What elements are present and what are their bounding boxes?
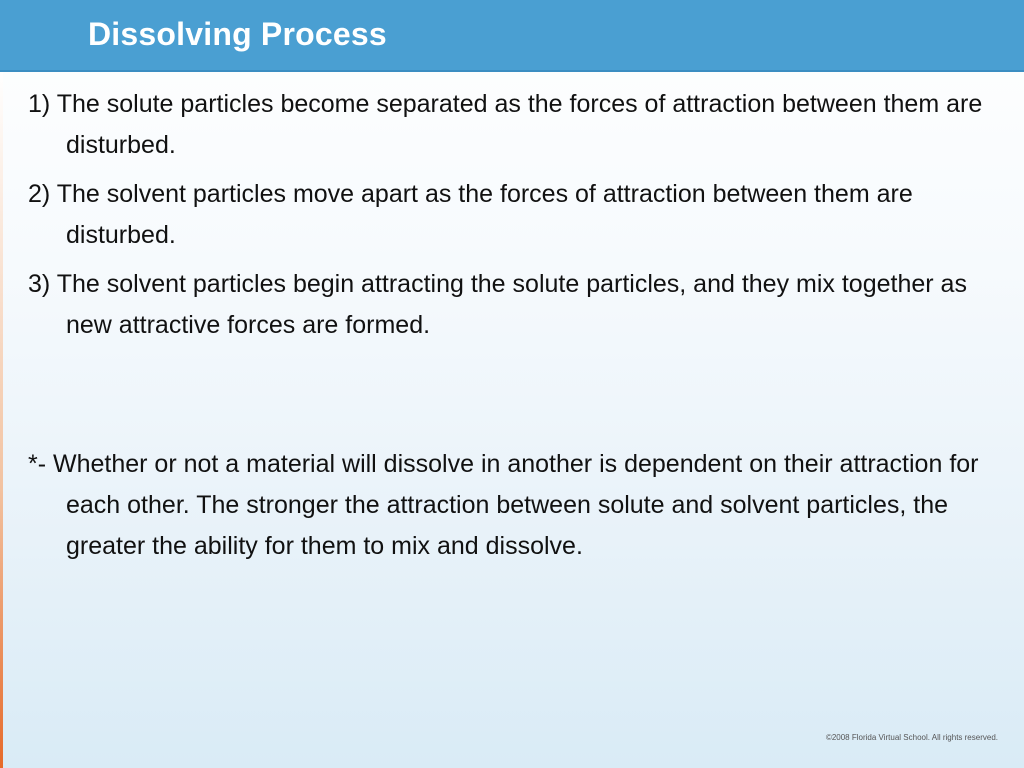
point-3: 3) The solvent particles begin attracting the solute particles, and they mix together as new attractive forces are formed. — [28, 270, 967, 339]
slide-title: Dissolving Process — [88, 16, 387, 52]
point-1: 1) The solute particles become separated as the forces of attraction between them are disturbed. — [28, 90, 983, 159]
point-2: 2) The solvent particles move apart as the forces of attraction between them are disturbed. — [28, 180, 913, 249]
note-paragraph: *- Whether or not a material will dissolve in another is dependent on their attraction for each other. The stronger the attraction between solute and solvent particles, the greater the ability for them to mix and dissolve. — [28, 450, 979, 560]
slide-body — [28, 84, 998, 575]
body-spacer — [28, 354, 998, 444]
slide-title-bar — [0, 0, 1024, 72]
copyright-notice: ©2008 Florida Virtual School. All rights reserved. — [825, 733, 998, 742]
left-accent-edge — [0, 72, 3, 768]
